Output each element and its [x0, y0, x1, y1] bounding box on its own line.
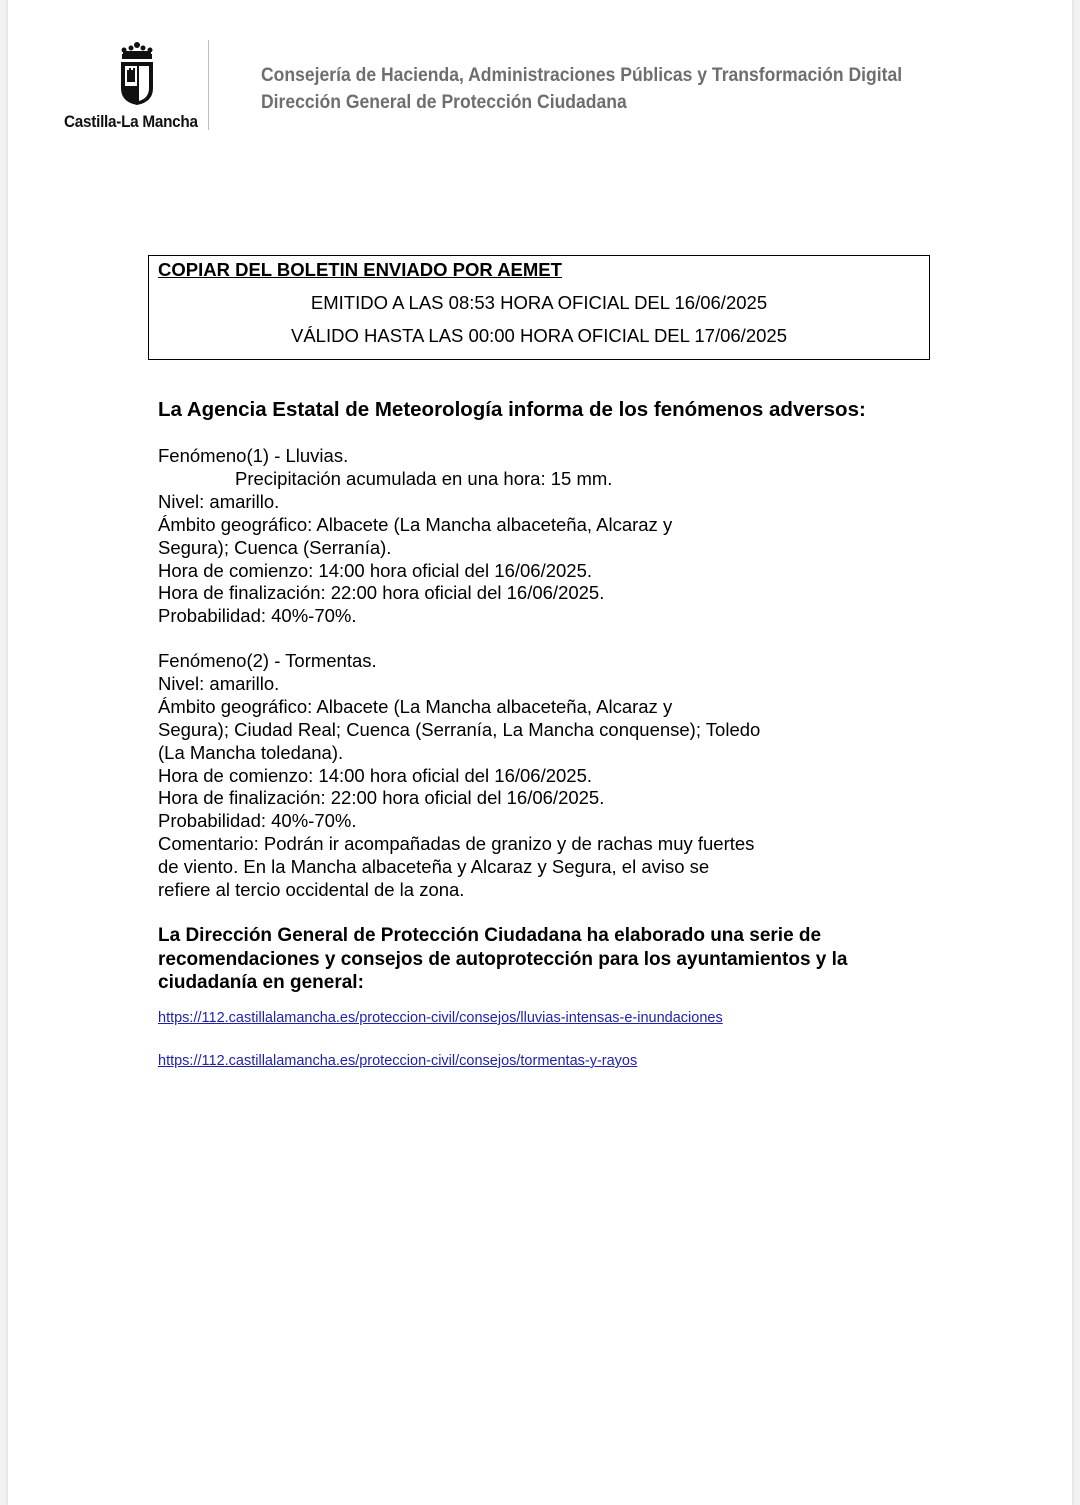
document-page	[8, 0, 1072, 1505]
recommendation-line-1: La Dirección General de Protección Ciudadana ha elaborado una serie de	[158, 925, 822, 946]
phenomenon-1-scope: Ámbito geográfico: Albacete (La Mancha albaceteña, Alcaraz y	[158, 513, 673, 535]
phenomenon-1-start: Hora de comienzo: 14:00 hora oficial del 16/06/2025.	[158, 559, 593, 581]
phenomenon-2-scope-cont: Segura); Ciudad Real; Cuenca (Serranía, La Mancha conquense); Toledo	[158, 718, 761, 740]
recommendation-line-3: ciudadanía en general:	[158, 972, 364, 993]
intro-heading: La Agencia Estatal de Meteorología informa de los fenómenos adversos:	[158, 398, 866, 421]
phenomenon-2-scope: Ámbito geográfico: Albacete (La Mancha albaceteña, Alcaraz y	[158, 695, 673, 717]
phenomenon-2-comment: Comentario: Podrán ir acompañadas de granizo y de rachas muy fuertes	[158, 833, 755, 855]
castilla-la-mancha-logo	[64, 42, 214, 134]
phenomenon-1-probability: Probabilidad: 40%-70%.	[158, 605, 357, 627]
phenomenon-1-level: Nivel: amarillo.	[158, 490, 280, 512]
bulletin-box	[148, 255, 930, 360]
phenomenon-1-end: Hora de finalización: 22:00 hora oficial del 16/06/2025.	[158, 582, 605, 604]
phenomenon-1-detail: Precipitación acumulada en una hora: 15 mm.	[235, 467, 613, 489]
link-tormentas-y-rayos[interactable]: https://112.castillalamancha.es/proteccion-civil/consejos/tormentas-y-rayos	[158, 1053, 638, 1069]
recommendation-line-2: recomendaciones y consejos de autoprotección para los ayuntamientos y la	[158, 948, 848, 970]
phenomenon-2-comment-cont-2: refiere al tercio occidental de la zona.	[158, 879, 465, 901]
phenomenon-2-end: Hora de finalización: 22:00 hora oficial del 16/06/2025.	[158, 787, 605, 809]
phenomenon-2-comment-cont: de viento. En la Mancha albaceteña y Alcaraz y Segura, el aviso se	[158, 856, 710, 878]
phenomenon-1-scope-cont: Segura); Cuenca (Serranía).	[158, 536, 392, 558]
phenomenon-2-title: Fenómeno(2) - Tormentas.	[158, 650, 377, 671]
link-lluvias-intensas[interactable]: https://112.castillalamancha.es/proteccion-civil/consejos/lluvias-intensas-e-inundaciones	[158, 1010, 723, 1026]
header-line-2: Dirección General de Protección Ciudadana	[261, 91, 627, 113]
phenomenon-1	[158, 445, 672, 628]
phenomenon-2	[158, 650, 760, 902]
recommendation-paragraph	[158, 924, 848, 995]
coat-of-arms-icon	[118, 42, 156, 106]
bulletin-issued: EMITIDO A LAS 08:53 HORA OFICIAL DEL 16/06/2025	[310, 292, 768, 313]
bulletin-valid: VÁLIDO HASTA LAS 00:00 HORA OFICIAL DEL 17/06/2025	[291, 325, 787, 346]
bulletin-title: COPIAR DEL BOLETIN ENVIADO POR AEMET	[158, 259, 562, 280]
phenomenon-2-scope-cont-2: (La Mancha toledana).	[158, 741, 344, 763]
phenomenon-2-start: Hora de comienzo: 14:00 hora oficial del 16/06/2025.	[158, 764, 593, 786]
phenomenon-1-title: Fenómeno(1) - Lluvias.	[158, 445, 349, 466]
logo-text: Castilla-La Mancha	[64, 112, 198, 131]
header-line-1: Consejería de Hacienda, Administraciones Públicas y Transformación Digital	[261, 64, 903, 86]
header-divider	[208, 40, 209, 130]
phenomenon-2-probability: Probabilidad: 40%-70%.	[158, 810, 357, 832]
header-department	[261, 62, 902, 116]
phenomenon-2-level: Nivel: amarillo.	[158, 672, 280, 694]
